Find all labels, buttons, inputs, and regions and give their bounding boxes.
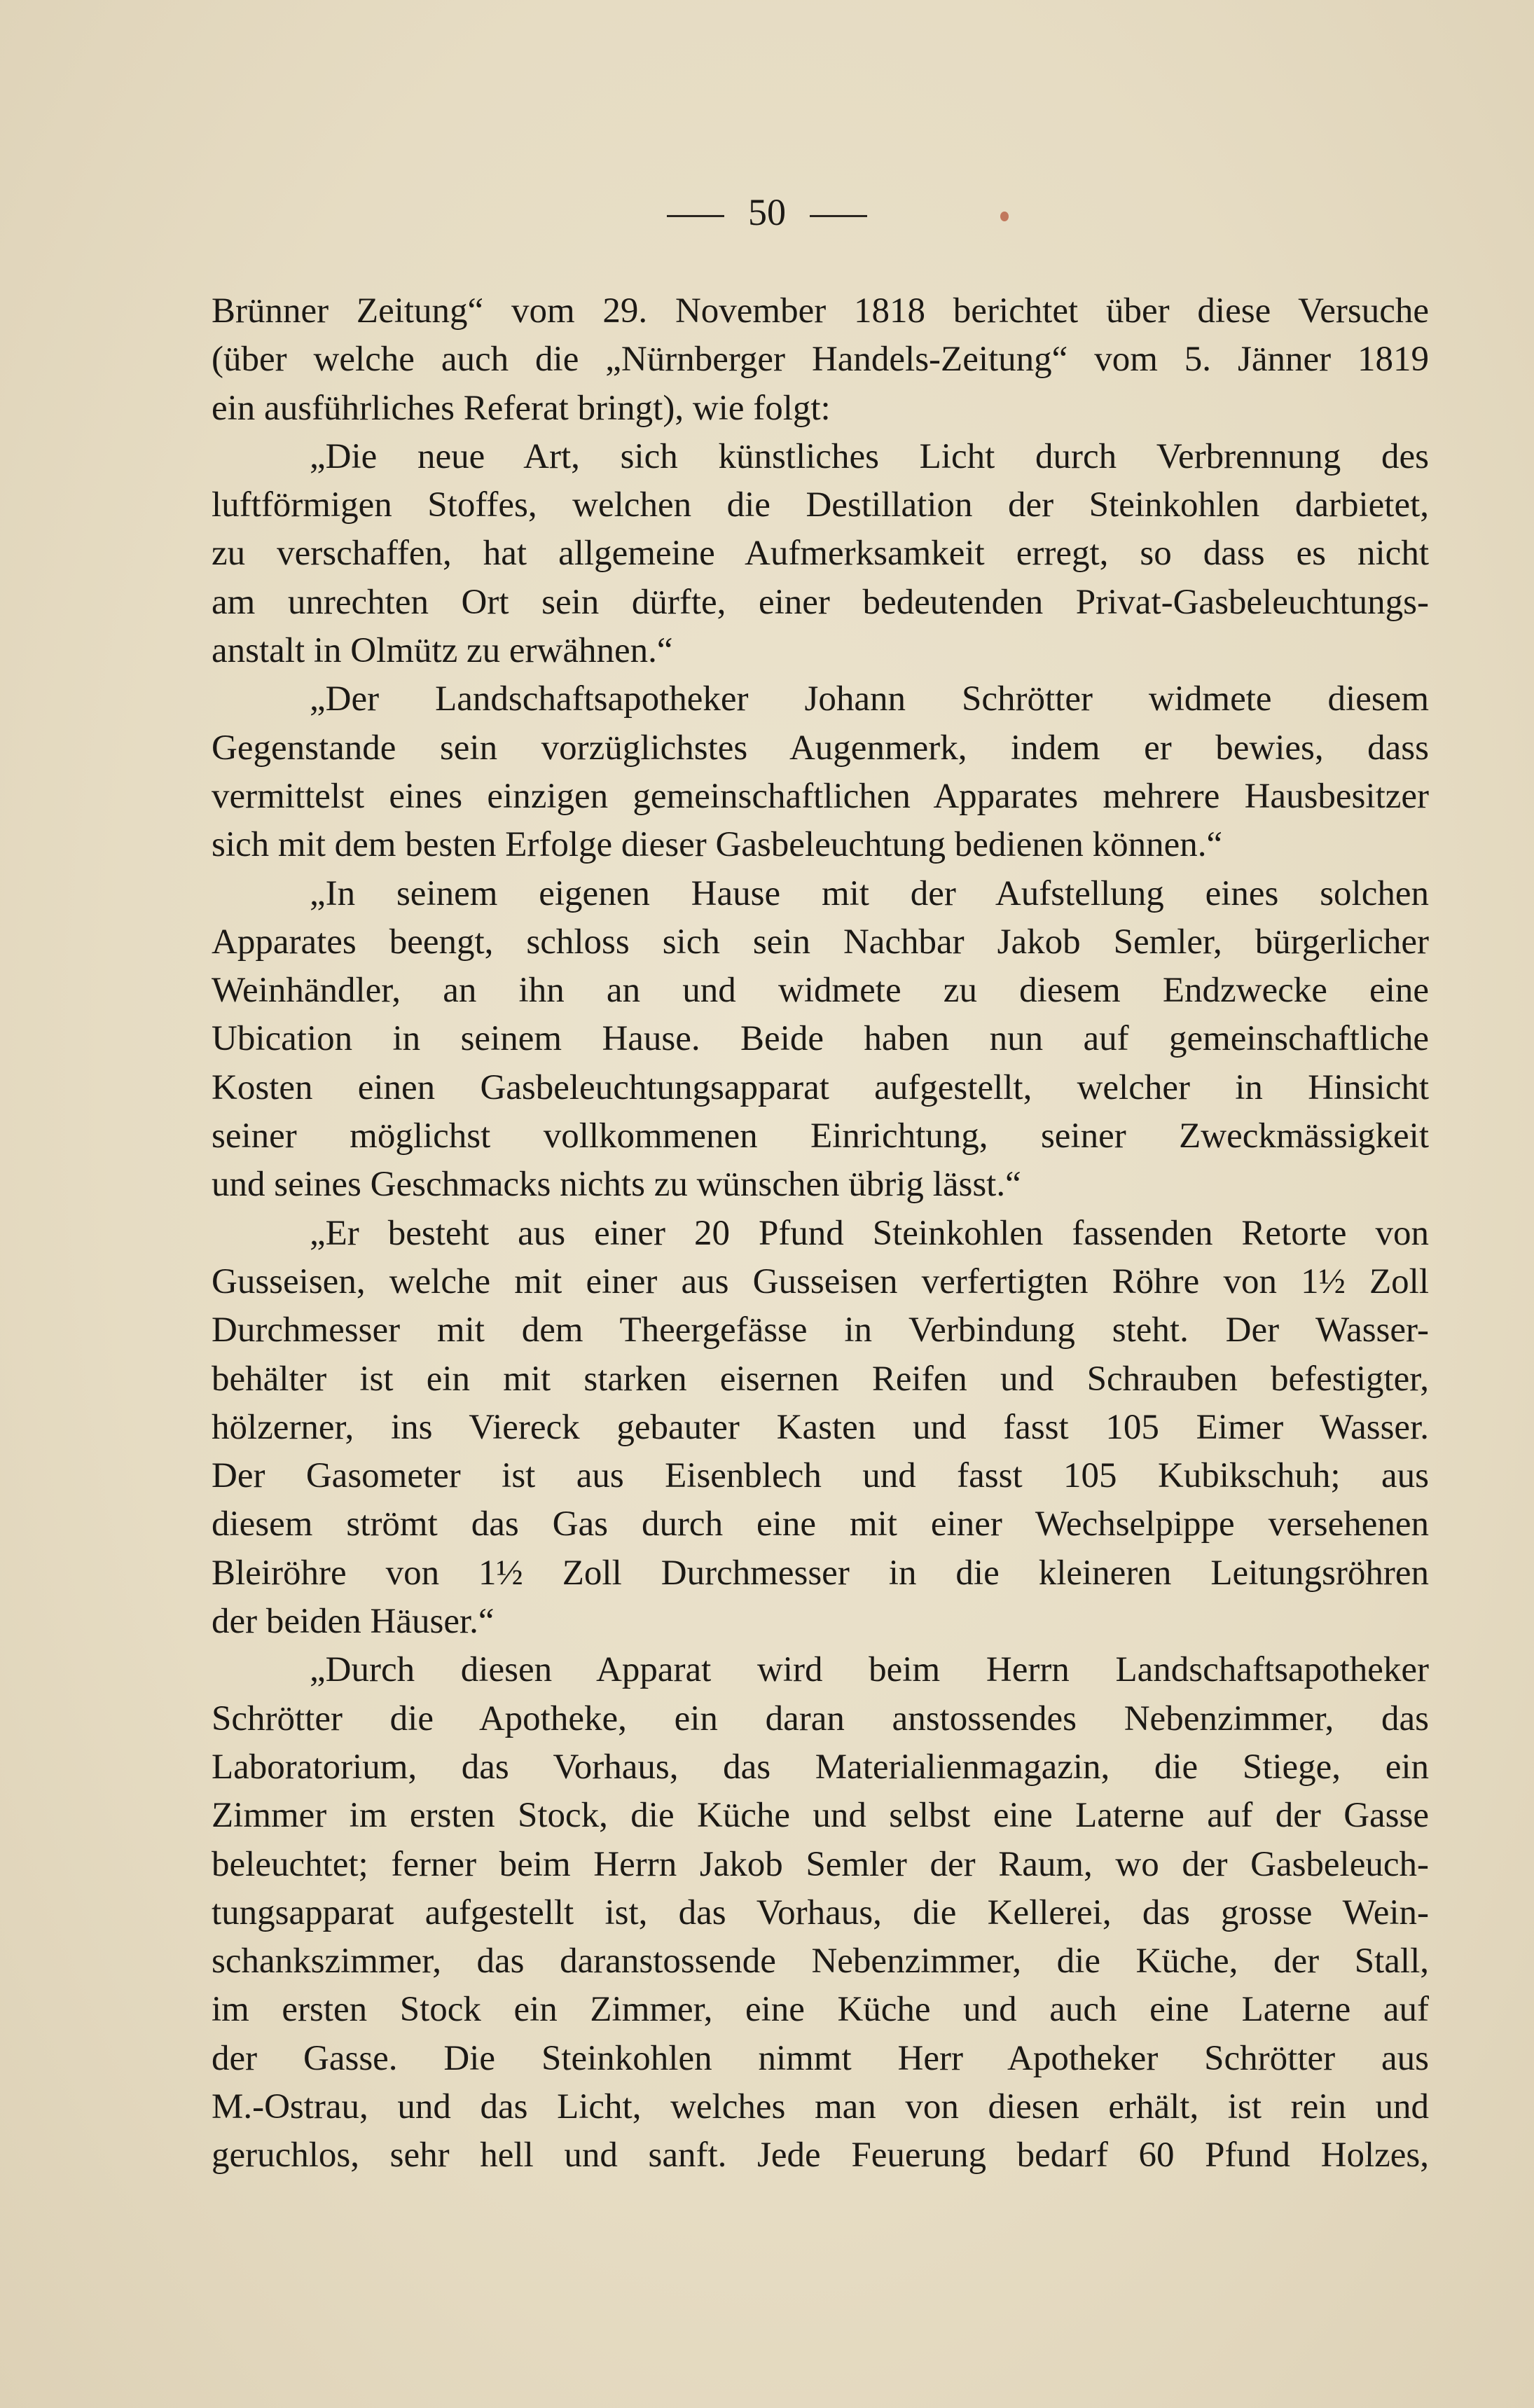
text-line: M.-Ostrau, und das Licht, welches man von diesen erhält, ist rein und bbox=[212, 2087, 1429, 2126]
text-line: Der Gasometer ist aus Eisenblech und fasst 105 Kubikschuh; aus bbox=[212, 1456, 1429, 1496]
text-line: Brünner Zeitung“ vom 29. November 1818 berichtet über diese Versuche bbox=[212, 291, 1429, 331]
text-line: am unrechten Ort sein dürfte, einer bedeutenden Privat-Gasbeleuchtungs- bbox=[212, 582, 1429, 622]
text-line: Zimmer im ersten Stock, die Küche und selbst eine Laterne auf der Gasse bbox=[212, 1796, 1429, 1836]
text-line: Schrötter die Apotheke, ein daran anstossendes Nebenzimmer, das bbox=[212, 1698, 1429, 1738]
header-dash-right bbox=[810, 215, 867, 217]
text-line: geruchlos, sehr hell und sanft. Jede Feuerung bedarf 60 Pfund Holzes, bbox=[212, 2136, 1429, 2175]
text-line: der beiden Häuser.“ bbox=[212, 1602, 495, 1642]
text-line: schankszimmer, das daranstossende Nebenzimmer, die Küche, der Stall, bbox=[212, 1942, 1429, 1981]
text-line: Kosten einen Gasbeleuchtungsapparat aufgestellt, welcher in Hinsicht bbox=[212, 1067, 1429, 1107]
text-line: luftförmigen Stoffes, welchen die Destillation der Steinkohlen darbietet, bbox=[212, 485, 1429, 525]
text-line: und seines Geschmacks nichts zu wünschen übrig lässt.“ bbox=[212, 1165, 1021, 1205]
text-line: „Die neue Art, sich künstliches Licht durch Verbrennung des bbox=[310, 436, 1429, 476]
ink-spot bbox=[1000, 212, 1009, 221]
text-line: diesem strömt das Gas durch eine mit einer Wechselpippe versehenen bbox=[212, 1504, 1429, 1544]
text-line: im ersten Stock ein Zimmer, eine Küche und auch eine Laterne auf bbox=[212, 1990, 1429, 2030]
text-line: Laboratorium, das Vorhaus, das Materialienmagazin, die Stiege, ein bbox=[212, 1747, 1429, 1787]
text-line: Gusseisen, welche mit einer aus Gusseisen verfertigten Röhre von 1½ Zoll bbox=[212, 1261, 1429, 1301]
page-header bbox=[0, 188, 1534, 237]
header-dash-left bbox=[667, 215, 724, 217]
text-line: Weinhändler, an ihn an und widmete zu diesem Endzwecke eine bbox=[212, 971, 1429, 1011]
text-line: „Der Landschaftsapotheker Johann Schrötter widmete diesem bbox=[310, 679, 1429, 719]
text-line: seiner möglichst vollkommenen Einrichtung, seiner Zweckmässigkeit bbox=[212, 1116, 1429, 1156]
text-line: Bleiröhre von 1½ Zoll Durchmesser in die kleineren Leitungsröhren bbox=[212, 1553, 1429, 1593]
text-line: (über welche auch die „Nürnberger Handels-Zeitung“ vom 5. Jänner 1819 bbox=[212, 340, 1429, 380]
text-line: ein ausführliches Referat bringt), wie folgt: bbox=[212, 388, 831, 428]
text-line: „Durch diesen Apparat wird beim Herrn Landschaftsapotheker bbox=[310, 1650, 1429, 1690]
text-line: der Gasse. Die Steinkohlen nimmt Herr Apotheker Schrötter aus bbox=[212, 2038, 1429, 2078]
text-line: Gegenstande sein vorzüglichstes Augenmerk, indem er bewies, dass bbox=[212, 728, 1429, 768]
text-line: beleuchtet; ferner beim Herrn Jakob Semler der Raum, wo der Gasbeleuch- bbox=[212, 1844, 1429, 1884]
text-line: behälter ist ein mit starken eisernen Reifen und Schrauben befestigter, bbox=[212, 1359, 1429, 1399]
text-line: Durchmesser mit dem Theergefässe in Verbindung steht. Der Wasser- bbox=[212, 1310, 1429, 1350]
text-line: anstalt in Olmütz zu erwähnen.“ bbox=[212, 631, 673, 671]
text-line: Apparates beengt, schloss sich sein Nachbar Jakob Semler, bürgerlicher bbox=[212, 922, 1429, 962]
body-text bbox=[212, 287, 1429, 2180]
text-line: vermittelst eines einzigen gemeinschaftlichen Apparates mehrere Hausbesitzer bbox=[212, 776, 1429, 816]
text-line: sich mit dem besten Erfolge dieser Gasbeleuchtung bedienen können.“ bbox=[212, 825, 1223, 865]
text-line: „Er besteht aus einer 20 Pfund Steinkohlen fassenden Retorte von bbox=[310, 1213, 1429, 1253]
text-line: zu verschaffen, hat allgemeine Aufmerksamkeit erregt, so dass es nicht bbox=[212, 534, 1429, 574]
text-line: Ubication in seinem Hause. Beide haben nun auf gemeinschaftliche bbox=[212, 1019, 1429, 1059]
text-line: „In seinem eigenen Hause mit der Aufstellung eines solchen bbox=[310, 873, 1429, 913]
text-line: tungsapparat aufgestellt ist, das Vorhaus, die Kellerei, das grosse Wein- bbox=[212, 1893, 1429, 1932]
text-line: hölzerner, ins Viereck gebauter Kasten und fasst 105 Eimer Wasser. bbox=[212, 1407, 1429, 1447]
page-number: 50 bbox=[748, 191, 786, 233]
